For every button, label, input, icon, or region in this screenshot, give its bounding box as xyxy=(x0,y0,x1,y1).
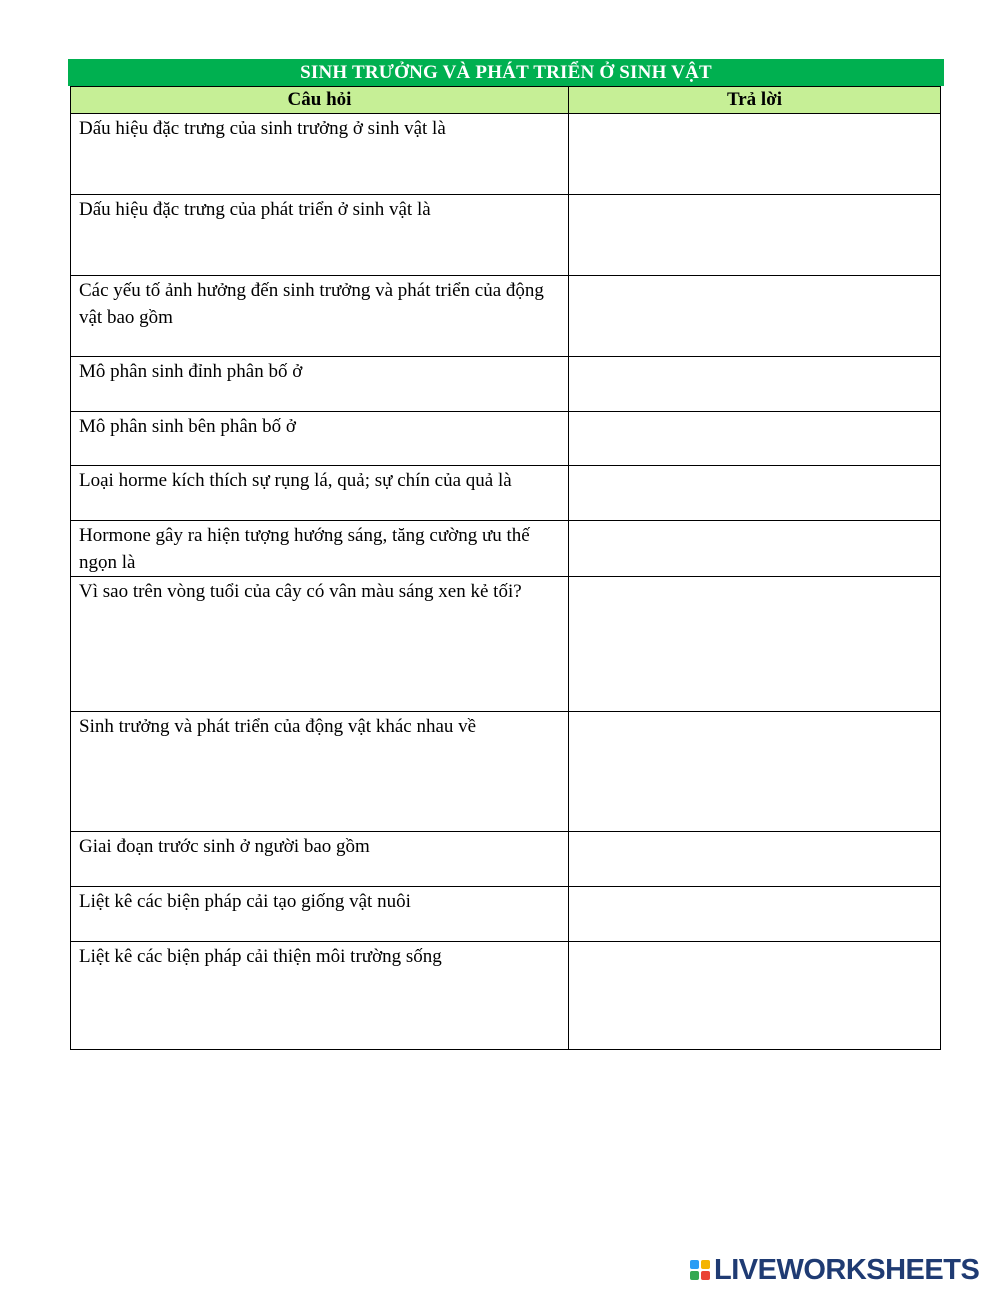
answer-cell[interactable] xyxy=(569,276,941,357)
table-row xyxy=(71,412,941,466)
logo-square xyxy=(690,1271,699,1280)
answer-cell[interactable] xyxy=(569,195,941,276)
question-cell: Loại horme kích thích sự rụng lá, quả; sự chín của quả là xyxy=(71,466,569,521)
table-row xyxy=(71,832,941,887)
table-row xyxy=(71,521,941,577)
question-cell: Dấu hiệu đặc trưng của sinh trưởng ở sinh vật là xyxy=(71,114,569,195)
answer-cell[interactable] xyxy=(569,577,941,712)
answer-column-header: Trả lời xyxy=(569,87,941,114)
table-row xyxy=(71,195,941,276)
answer-cell[interactable] xyxy=(569,466,941,521)
worksheet-title: SINH TRƯỞNG VÀ PHÁT TRIỂN Ở SINH VẬT xyxy=(68,59,944,86)
table-row xyxy=(71,357,941,412)
question-cell: Liệt kê các biện pháp cải tạo giống vật nuôi xyxy=(71,887,569,942)
question-cell: Dấu hiệu đặc trưng của phát triển ở sinh vật là xyxy=(71,195,569,276)
table-row xyxy=(71,276,941,357)
table-row xyxy=(71,887,941,942)
table-row xyxy=(71,577,941,712)
question-cell: Giai đoạn trước sinh ở người bao gồm xyxy=(71,832,569,887)
question-answer-table xyxy=(70,86,941,1050)
question-cell: Mô phân sinh bên phân bố ở xyxy=(71,412,569,466)
answer-cell[interactable] xyxy=(569,712,941,832)
liveworksheets-logo-icon xyxy=(690,1260,710,1280)
answer-cell[interactable] xyxy=(569,942,941,1050)
table-row xyxy=(71,712,941,832)
table-row xyxy=(71,114,941,195)
answer-cell[interactable] xyxy=(569,832,941,887)
logo-square xyxy=(690,1260,699,1269)
question-column-header: Câu hỏi xyxy=(71,87,569,114)
table-header-row xyxy=(71,87,941,114)
question-cell: Các yếu tố ảnh hưởng đến sinh trưởng và phát triển của động vật bao gồm xyxy=(71,276,569,357)
answer-cell[interactable] xyxy=(569,521,941,577)
table-row xyxy=(71,942,941,1050)
answer-cell[interactable] xyxy=(569,114,941,195)
question-cell: Mô phân sinh đỉnh phân bố ở xyxy=(71,357,569,412)
answer-cell[interactable] xyxy=(569,887,941,942)
answer-cell[interactable] xyxy=(569,357,941,412)
question-cell: Hormone gây ra hiện tượng hướng sáng, tăng cường ưu thế ngọn là xyxy=(71,521,569,577)
logo-text: LIVEWORKSHEETS xyxy=(714,1253,980,1286)
question-cell: Sinh trưởng và phát triển của động vật khác nhau về xyxy=(71,712,569,832)
logo-square xyxy=(701,1271,710,1280)
liveworksheets-logo xyxy=(690,1255,979,1285)
table-row xyxy=(71,466,941,521)
logo-square xyxy=(701,1260,710,1269)
answer-cell[interactable] xyxy=(569,412,941,466)
question-cell: Liệt kê các biện pháp cải thiện môi trường sống xyxy=(71,942,569,1050)
question-cell: Vì sao trên vòng tuổi của cây có vân màu sáng xen kẻ tối? xyxy=(71,577,569,712)
